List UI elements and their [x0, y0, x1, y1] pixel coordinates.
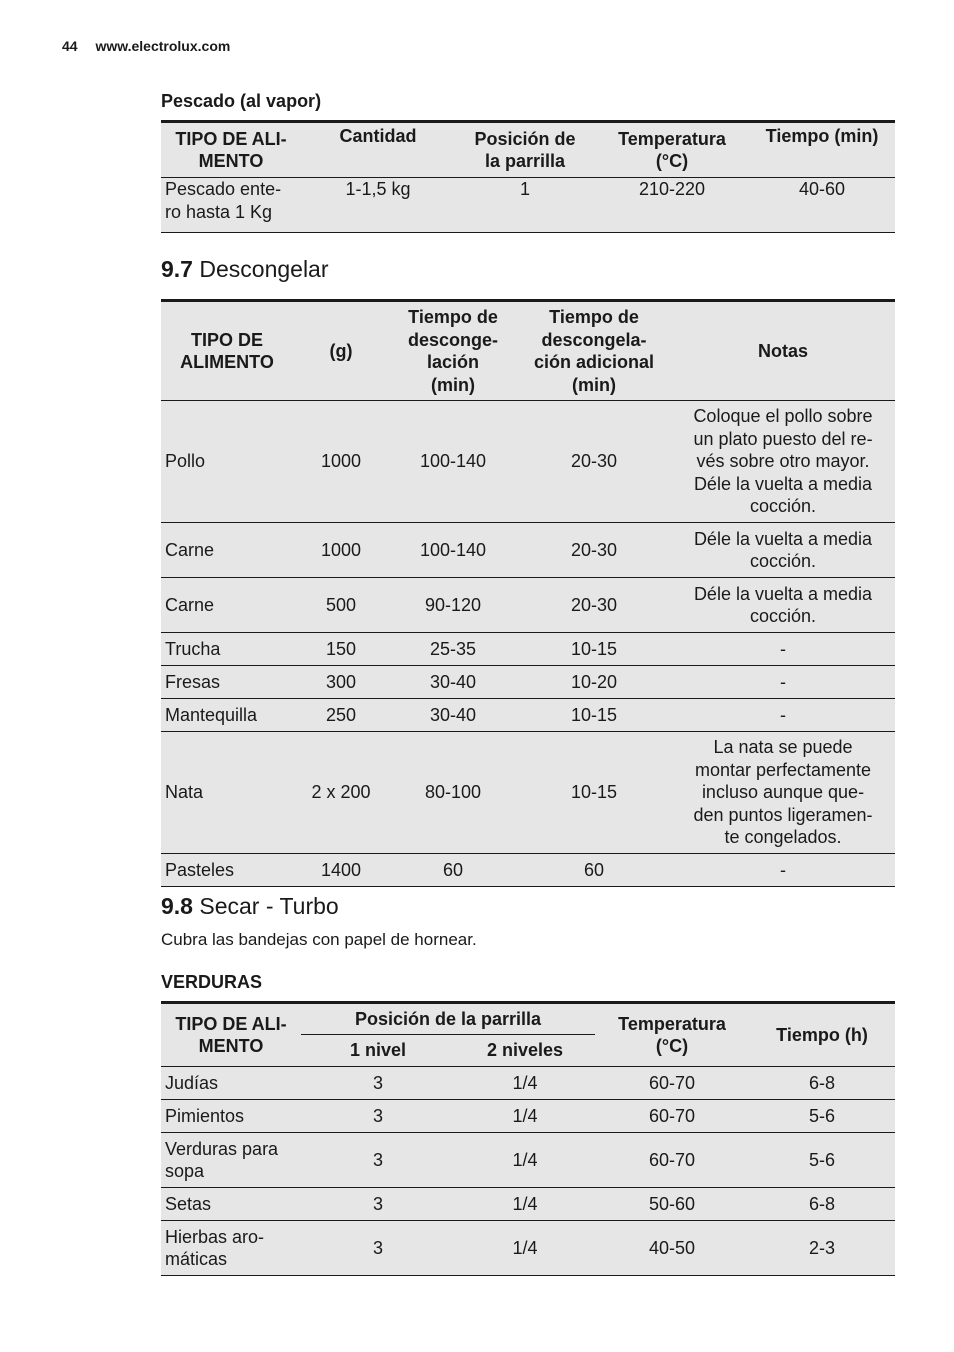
fish-col-quantity: Cantidad [301, 122, 455, 178]
site-url: www.electrolux.com [95, 38, 231, 54]
table-cell: 1 [455, 178, 595, 233]
table-cell: 1/4 [455, 1067, 595, 1100]
fish-table [161, 120, 895, 233]
defrost-col-grams: (g) [293, 301, 389, 401]
table-cell: 3 [301, 1067, 455, 1100]
table-cell: 5-6 [749, 1133, 895, 1188]
table-cell: 3 [301, 1221, 455, 1276]
fish-col-temp: Temperatura (°C) [595, 122, 749, 178]
veg-table-title: VERDURAS [161, 972, 263, 992]
table-row [161, 1188, 895, 1221]
table-cell: Nata [161, 732, 293, 854]
defrost-col-extra-time: Tiempo de descongela- ción adicional (min) [517, 301, 671, 401]
table-cell: 250 [293, 699, 389, 732]
defrost-col-type: TIPO DE ALIMENTO [161, 301, 293, 401]
table-cell: 1000 [293, 401, 389, 523]
section-title-dry [161, 891, 895, 921]
table-cell: 1000 [293, 523, 389, 578]
veg-col-1-level: 1 nivel [301, 1035, 455, 1067]
table-row [161, 523, 895, 578]
table-row [161, 633, 895, 666]
table-cell: 1/4 [455, 1133, 595, 1188]
table-cell: 80-100 [389, 732, 517, 854]
table-cell: 10-15 [517, 732, 671, 854]
table-cell: 1400 [293, 854, 389, 887]
defrost-table [161, 299, 895, 887]
page-header [62, 38, 230, 54]
table-row [161, 732, 895, 854]
table-cell: 40-60 [749, 178, 895, 233]
table-cell: Pescado ente- ro hasta 1 Kg [161, 178, 301, 233]
table-cell: 2 x 200 [293, 732, 389, 854]
table-cell: 60-70 [595, 1100, 749, 1133]
table-cell: Mantequilla [161, 699, 293, 732]
page-content [161, 90, 895, 1276]
table-cell: Déle la vuelta a media cocción. [671, 523, 895, 578]
table-cell: Fresas [161, 666, 293, 699]
table-cell: Pasteles [161, 854, 293, 887]
section-number: 9.7 [161, 256, 193, 282]
table-cell: Judías [161, 1067, 301, 1100]
page-number: 44 [62, 38, 78, 54]
fish-col-position: Posición de la parrilla [455, 122, 595, 178]
table-cell: 1/4 [455, 1100, 595, 1133]
table-cell: 20-30 [517, 578, 671, 633]
table-row [161, 1221, 895, 1276]
table-cell: Pimientos [161, 1100, 301, 1133]
section-name: Secar - Turbo [199, 893, 339, 919]
fish-col-time: Tiempo (min) [749, 122, 895, 178]
table-cell: 10-20 [517, 666, 671, 699]
table-cell: 100-140 [389, 523, 517, 578]
table-cell: 60-70 [595, 1133, 749, 1188]
table-cell: - [671, 633, 895, 666]
table-cell: 3 [301, 1133, 455, 1188]
table-cell: 20-30 [517, 401, 671, 523]
table-cell: 2-3 [749, 1221, 895, 1276]
fish-col-type: TIPO DE ALI- MENTO [161, 122, 301, 178]
table-cell: Hierbas aro- máticas [161, 1221, 301, 1276]
table-cell: 30-40 [389, 699, 517, 732]
table-cell: 1-1,5 kg [301, 178, 455, 233]
table-cell: 500 [293, 578, 389, 633]
table-cell: 90-120 [389, 578, 517, 633]
veg-col-time: Tiempo (h) [749, 1003, 895, 1067]
table-cell: - [671, 854, 895, 887]
table-cell: Pollo [161, 401, 293, 523]
veg-col-2-levels: 2 niveles [455, 1035, 595, 1067]
table-row [161, 699, 895, 732]
table-row [161, 1067, 895, 1100]
table-row [161, 178, 895, 233]
section-title-defrost [161, 254, 895, 284]
table-cell: 40-50 [595, 1221, 749, 1276]
table-cell: 5-6 [749, 1100, 895, 1133]
table-cell: Coloque el pollo sobre un plato puesto del re- vés sobre otro mayor. Déle la vuelta a media cocción. [671, 401, 895, 523]
table-cell: Carne [161, 578, 293, 633]
table-cell: 10-15 [517, 699, 671, 732]
table-cell: Déle la vuelta a media cocción. [671, 578, 895, 633]
table-cell: 100-140 [389, 401, 517, 523]
table-cell: 300 [293, 666, 389, 699]
section-name: Descongelar [199, 256, 329, 282]
section-number: 9.8 [161, 893, 193, 919]
table-cell: 6-8 [749, 1067, 895, 1100]
table-row [161, 1133, 895, 1188]
table-cell: 3 [301, 1188, 455, 1221]
table-row [161, 578, 895, 633]
table-cell: 60 [389, 854, 517, 887]
table-cell: Carne [161, 523, 293, 578]
veg-col-position: Posición de la parrilla [301, 1003, 595, 1035]
table-row [161, 401, 895, 523]
fish-table-title: Pescado (al vapor) [161, 91, 322, 111]
table-cell: 50-60 [595, 1188, 749, 1221]
table-cell: 60-70 [595, 1067, 749, 1100]
table-row [161, 854, 895, 887]
veg-table [161, 1001, 895, 1276]
table-row [161, 666, 895, 699]
table-cell: 30-40 [389, 666, 517, 699]
veg-col-type: TIPO DE ALI- MENTO [161, 1003, 301, 1067]
table-cell: 210-220 [595, 178, 749, 233]
table-cell: 25-35 [389, 633, 517, 666]
table-cell: 10-15 [517, 633, 671, 666]
table-row [161, 1100, 895, 1133]
table-cell: - [671, 699, 895, 732]
table-cell: Trucha [161, 633, 293, 666]
table-cell: - [671, 666, 895, 699]
defrost-col-notes: Notas [671, 301, 895, 401]
table-cell: 1/4 [455, 1221, 595, 1276]
veg-col-temp: Temperatura (°C) [595, 1003, 749, 1067]
table-cell: 3 [301, 1100, 455, 1133]
dry-note: Cubra las bandejas con papel de hornear. [161, 930, 477, 949]
table-cell: La nata se puede montar perfectamente incluso aunque que- den puntos ligeramen- te congelados. [671, 732, 895, 854]
table-cell: 1/4 [455, 1188, 595, 1221]
defrost-col-time: Tiempo de desconge- lación (min) [389, 301, 517, 401]
table-cell: 6-8 [749, 1188, 895, 1221]
table-cell: Setas [161, 1188, 301, 1221]
table-cell: 150 [293, 633, 389, 666]
table-cell: 60 [517, 854, 671, 887]
table-cell: Verduras para sopa [161, 1133, 301, 1188]
table-cell: 20-30 [517, 523, 671, 578]
